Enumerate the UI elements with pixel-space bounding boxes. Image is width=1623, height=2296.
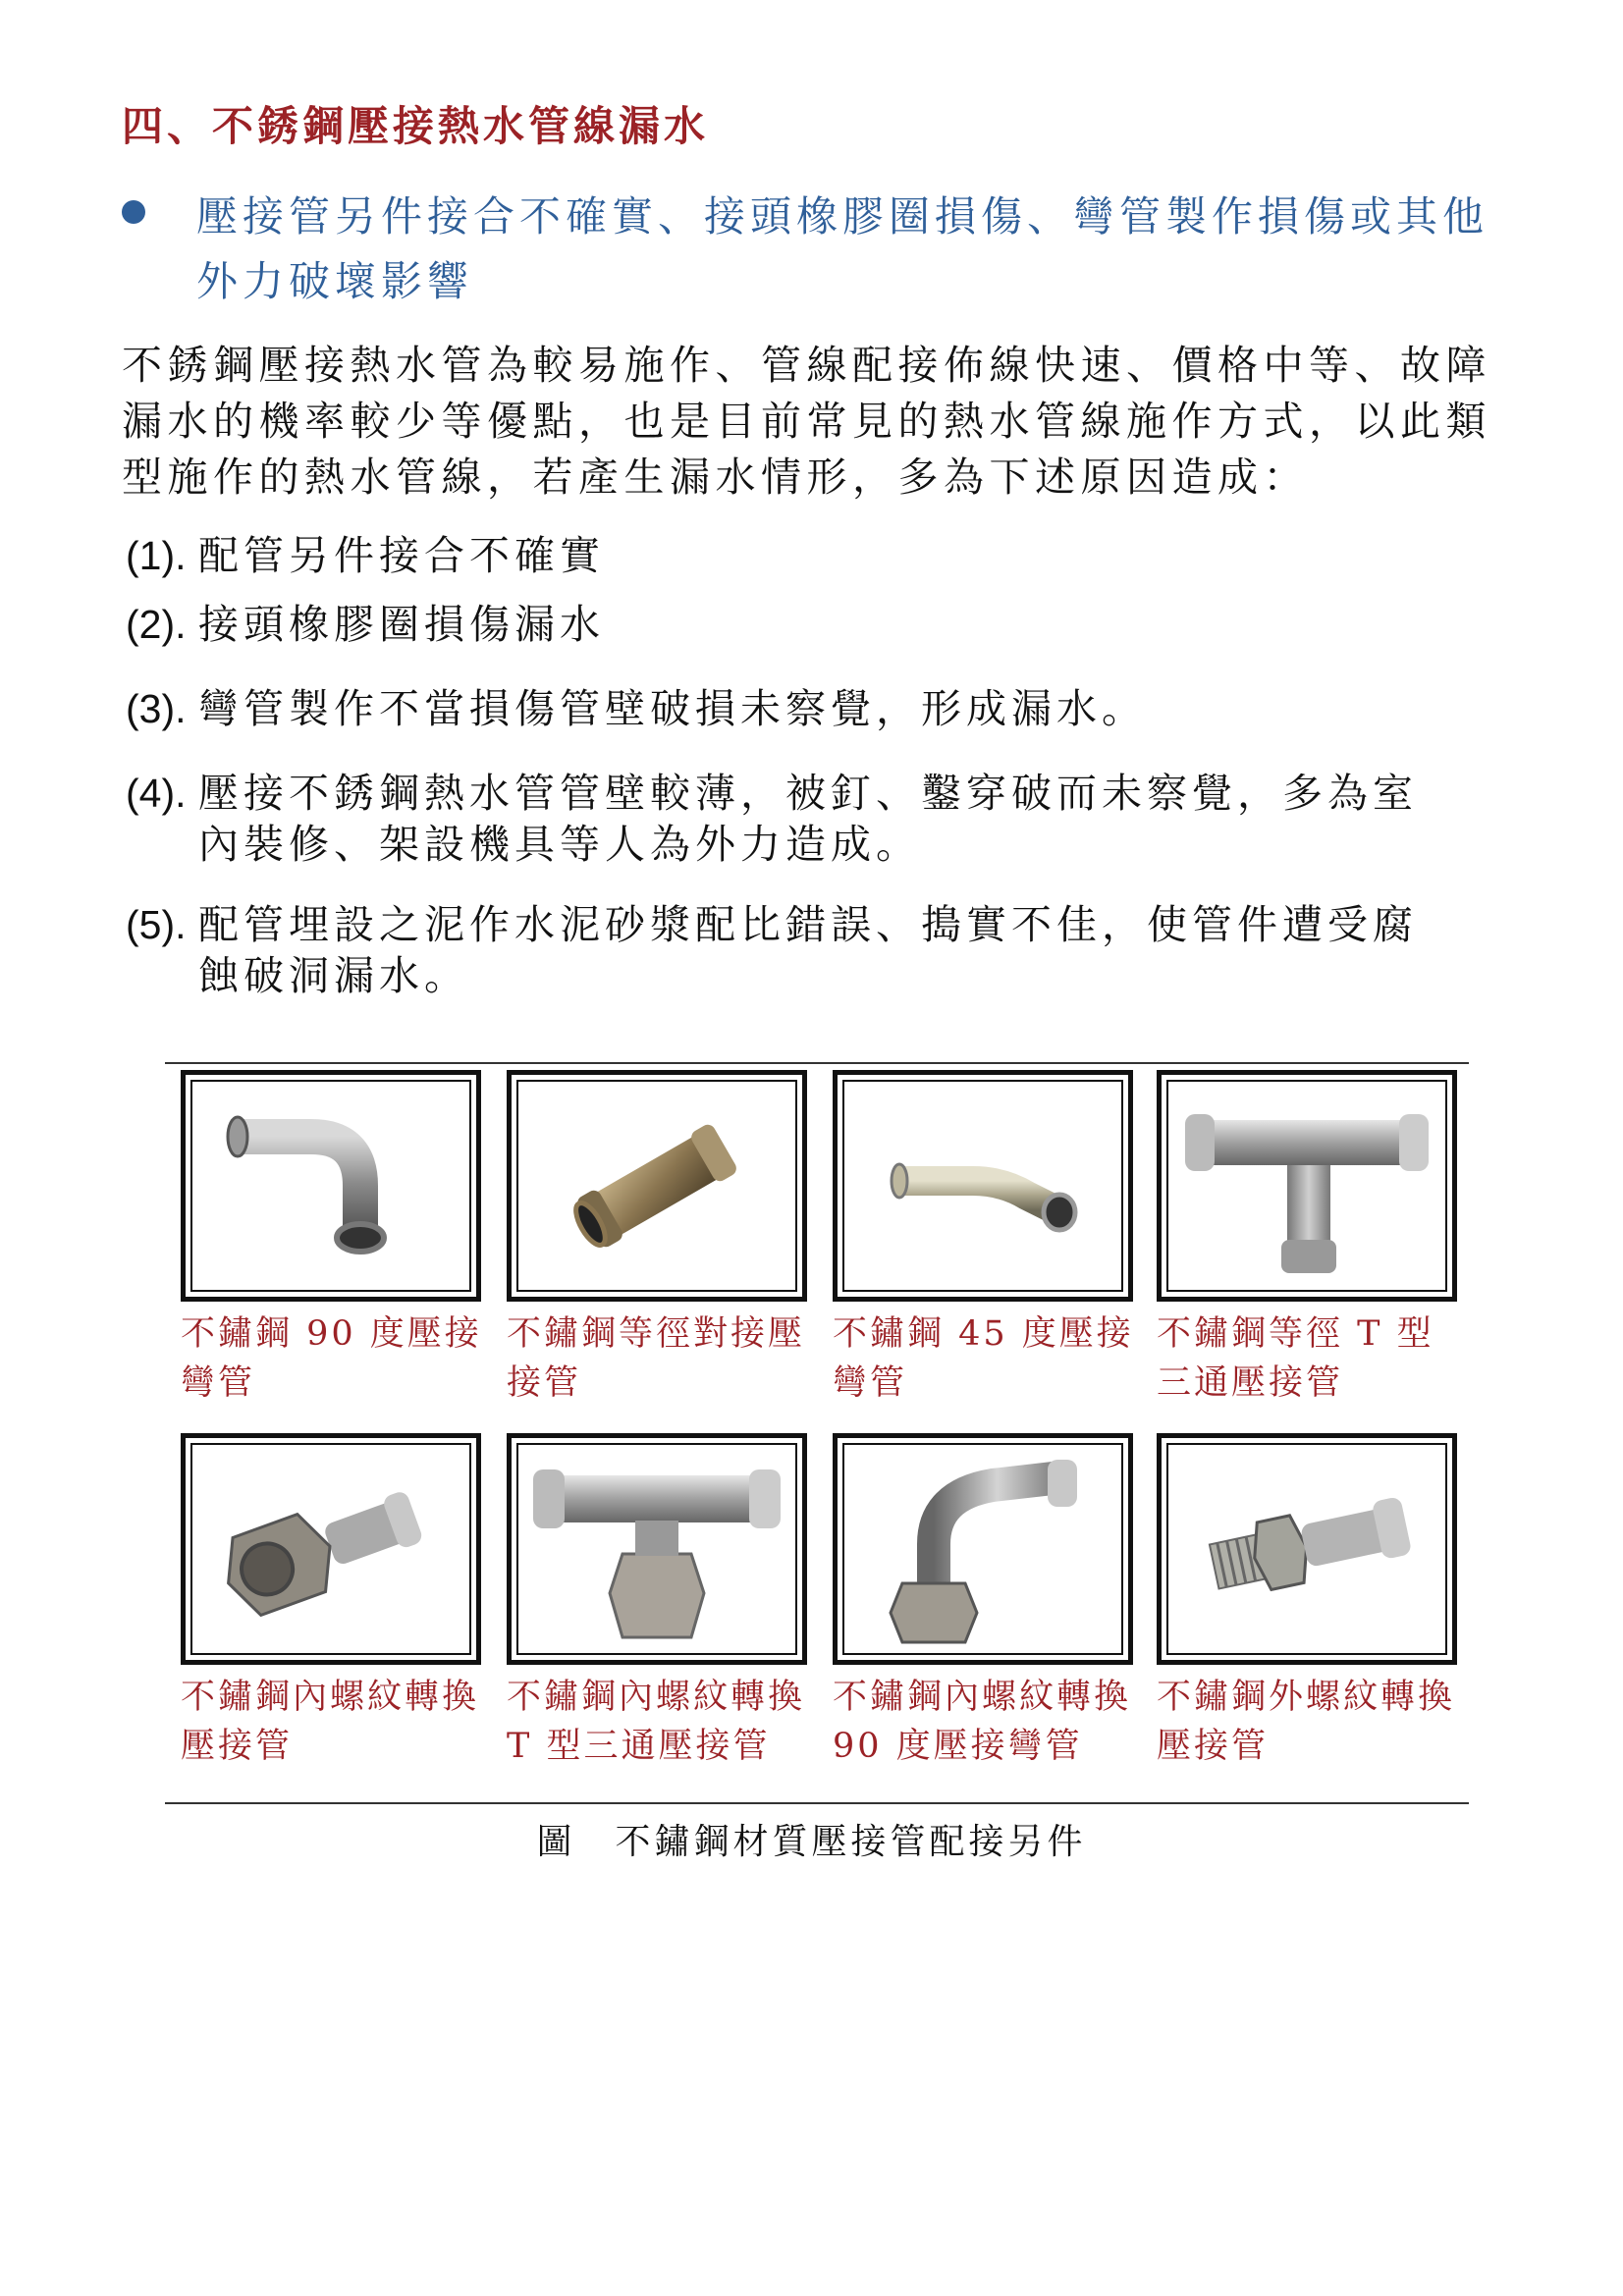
fitting-photo xyxy=(833,1433,1133,1665)
fitting-caption: 不鏽鋼等徑對接壓接管 xyxy=(507,1314,806,1403)
fitting-caption: 不鏽鋼外螺紋轉換壓接管 xyxy=(1157,1678,1456,1766)
equal-tee-fitting-icon xyxy=(1169,1083,1444,1289)
section-heading: 四、不銹鋼壓接熱水管線漏水 xyxy=(122,102,710,150)
list-item-number: (5). xyxy=(126,902,187,947)
cause-list xyxy=(126,530,1422,1007)
female-thread-tee-icon xyxy=(519,1446,794,1652)
list-item-text: 配管埋設之泥作水泥砂漿配比錯誤、搗實不佳，使管件遭受腐蝕破洞漏水。 xyxy=(198,901,1418,999)
list-item-number: (3). xyxy=(126,686,187,731)
fitting-caption: 不鏽鋼內螺紋轉換 T 型三通壓接管 xyxy=(507,1678,806,1766)
figure-title: 圖 不鏽鋼材質壓接管配接另件 xyxy=(536,1822,1087,1862)
fitting-caption: 不鏽鋼 90 度壓接彎管 xyxy=(181,1314,482,1403)
elbow-90-fitting-icon xyxy=(193,1083,468,1289)
list-item xyxy=(126,683,1422,768)
list-item-text: 彎管製作不當損傷管壁破損未察覺，形成漏水。 xyxy=(198,685,1147,732)
list-item xyxy=(126,599,1422,683)
elbow-45-fitting-icon xyxy=(845,1083,1120,1289)
list-item-text: 接頭橡膠圈損傷漏水 xyxy=(198,601,605,648)
list-item-text: 配管另件接合不確實 xyxy=(198,532,605,579)
fitting-photo xyxy=(181,1070,481,1302)
fitting-caption: 不鏽鋼等徑 T 型三通壓接管 xyxy=(1157,1314,1434,1403)
fitting-photo xyxy=(1157,1433,1457,1665)
fitting-caption: 不鏽鋼內螺紋轉換壓接管 xyxy=(181,1678,480,1766)
list-item xyxy=(126,768,1422,899)
figure-bottom-rule xyxy=(165,1802,1469,1804)
list-item-number: (1). xyxy=(126,533,187,578)
fitting-photo xyxy=(181,1433,481,1665)
figure-top-rule xyxy=(165,1062,1469,1064)
list-item xyxy=(126,899,1422,1007)
fitting-photo xyxy=(1157,1070,1457,1302)
list-item-number: (2). xyxy=(126,602,187,647)
fitting-photo xyxy=(833,1070,1133,1302)
male-thread-adapter-icon xyxy=(1169,1446,1444,1652)
list-item-text: 壓接不銹鋼熱水管管壁較薄，被釘、鑿穿破而未察覺，多為室內裝修、架設機具等人為外力造成。 xyxy=(198,770,1418,868)
bullet-dot-icon xyxy=(122,200,145,224)
female-thread-elbow-icon xyxy=(845,1446,1120,1652)
straight-coupling-fitting-icon xyxy=(519,1083,794,1289)
fitting-photo xyxy=(507,1070,807,1302)
bullet-text: 壓接管另件接合不確實、接頭橡膠圈損傷、彎管製作損傷或其他外力破壞影響 xyxy=(196,192,1489,305)
female-thread-adapter-icon xyxy=(193,1446,468,1652)
fitting-photo xyxy=(507,1433,807,1665)
fitting-caption: 不鏽鋼 45 度壓接彎管 xyxy=(833,1314,1134,1403)
intro-paragraph: 不銹鋼壓接熱水管為較易施作、管線配接佈線快速、價格中等、故障漏水的機率較少等優點，也是目前常見的熱水管線施作方式，以此類型施作的熱水管線，若產生漏水情形，多為下述原因造成： xyxy=(122,342,1491,501)
fitting-caption: 不鏽鋼內螺紋轉換 90 度壓接彎管 xyxy=(833,1678,1132,1766)
list-item-number: (4). xyxy=(126,771,187,816)
list-item xyxy=(126,530,1422,599)
